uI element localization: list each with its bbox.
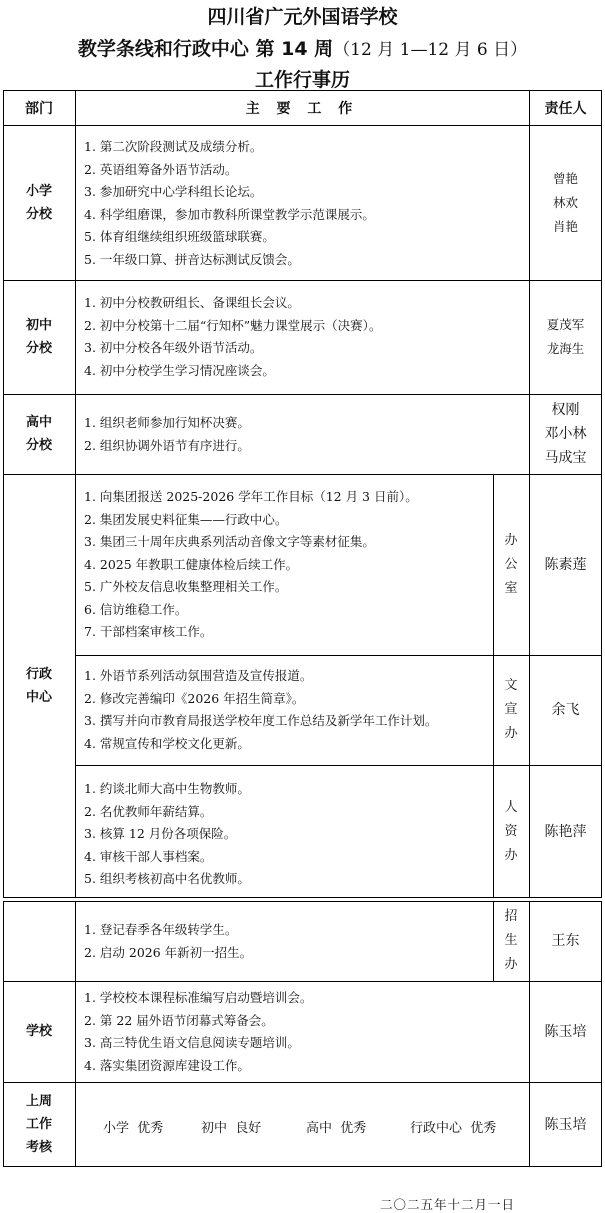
resp-hr: 陈艳萍 [544, 823, 587, 840]
list-item: 2. 集团发展史料征集——行政中心。 [84, 511, 288, 527]
dept-senior: 高中 分校 [25, 415, 52, 453]
list-item: 6. 信访维稳工作。 [84, 601, 188, 617]
primary-items [84, 136, 375, 271]
hr-items [84, 778, 250, 891]
list-item: 4. 2025 年教职工健康体检后续工作。 [84, 556, 299, 572]
list-item: 1. 组织老师参加行知杯决赛。 [84, 415, 250, 430]
list-item: 1. 约谈北师大高中生物教师。 [84, 781, 250, 796]
office-name: 办 公 室 [504, 532, 518, 596]
list-item: 7. 干部档案审核工作。 [84, 624, 213, 639]
review-primary: 小学 优秀 [103, 1121, 164, 1136]
list-item: 1. 第二次阶段测试及成绩分析。 [84, 139, 263, 154]
list-item: 5. 组织考核初高中名优教师。 [84, 871, 250, 886]
header-work: 主 要 工 作 [245, 100, 359, 117]
list-item: 2. 初中分校第十二届“行知杯”魅力课堂展示（决赛）。 [84, 317, 382, 333]
list-item: 3. 高三特优生语文信息阅读专题培训。 [84, 1035, 300, 1050]
dept-review: 上周 工作 考核 [25, 1094, 52, 1155]
review-senior: 高中 优秀 [306, 1121, 367, 1136]
resp-primary: 曾艳 林欢 肖艳 [552, 170, 578, 234]
hr-name: 人 资 办 [504, 799, 518, 863]
header-dept: 部门 [25, 100, 53, 117]
document-title: 四川省广元外国语学校 [207, 6, 398, 28]
list-item: 4. 常规宣传和学校文化更新。 [84, 735, 250, 751]
publicity-items [84, 665, 437, 755]
list-item: 2. 名优教师年薪结算。 [84, 803, 213, 819]
resp-office: 陈素莲 [544, 556, 587, 573]
junior-items [84, 292, 381, 382]
list-item: 2. 组织协调外语节有序进行。 [84, 437, 250, 453]
list-item: 2. 启动 2026 年新初一招生。 [84, 944, 253, 960]
document-subtitle [0, 34, 605, 61]
list-item: 2. 修改完善编印《2026 年招生简章》。 [84, 690, 305, 706]
list-item: 3. 集团三十周年庆典系列活动音像文字等素材征集。 [84, 534, 375, 549]
publicity-name: 文 宣 办 [504, 678, 518, 741]
list-item: 2. 第 22 届外语节闭幕式筹备会。 [84, 1012, 274, 1028]
dept-admin: 行政 中心 [25, 667, 52, 705]
list-item: 4. 审核干部人事档案。 [84, 848, 213, 864]
list-item: 1. 登记春季各年级转学生。 [84, 922, 238, 937]
list-item: 1. 初中分校教研组长、备课组长会议。 [84, 295, 300, 310]
resp-junior: 夏茂军 龙海生 [546, 317, 585, 356]
subtitle-dates: （12 月 1—12 月 6 日） [333, 40, 528, 60]
resp-senior: 权刚 邓小林 马成宝 [544, 402, 587, 466]
office-items [84, 486, 418, 644]
list-item: 4. 初中分校学生学习情况座谈会。 [84, 362, 275, 378]
enrollment-name: 招 生 办 [504, 909, 518, 972]
list-item: 5. 广外校友信息收集整理相关工作。 [84, 579, 288, 594]
list-item: 3. 核算 12 月份各项保险。 [84, 826, 237, 841]
list-item: 3. 初中分校各年级外语节活动。 [84, 340, 263, 355]
resp-enrollment: 王东 [551, 933, 580, 949]
dept-junior: 初中 分校 [25, 318, 52, 356]
subtitle-main: 教学条线和行政中心 第 14 周 [77, 38, 334, 60]
list-item: 5. 体育组继续组织班级篮球联赛。 [84, 229, 275, 244]
list-item: 1. 向集团报送 2025-2026 学年工作目标（12 月 3 日前）。 [84, 489, 418, 504]
list-item: 4. 科学组磨课，参加市教科所课堂教学示范课展示。 [84, 206, 375, 222]
resp-review: 陈玉培 [544, 1116, 587, 1133]
header-resp: 责任人 [544, 100, 587, 117]
document-date: 二〇二五年十二月一日 [380, 1197, 516, 1212]
list-item: 1. 学校校本课程标准编写启动暨培训会。 [84, 990, 313, 1005]
list-item: 3. 撰写并向市教育局报送学校年度工作总结及新学年工作计划。 [84, 713, 438, 728]
school-items [84, 987, 312, 1077]
list-item: 4. 落实集团资源库建设工作。 [84, 1057, 250, 1073]
document-heading: 工作行事历 [254, 69, 350, 91]
review-admin: 行政中心 优秀 [410, 1121, 497, 1136]
list-item: 5. 一年级口算、拼音达标测试反馈会。 [84, 251, 300, 267]
list-item: 1. 外语节系列活动氛围营造及宣传报道。 [84, 668, 313, 683]
senior-items [84, 412, 250, 457]
enrollment-items [84, 919, 252, 964]
dept-school: 学校 [25, 1024, 52, 1039]
review-junior: 初中 良好 [201, 1121, 262, 1136]
dept-primary: 小学 分校 [25, 183, 52, 222]
resp-publicity: 余飞 [551, 702, 580, 718]
list-item: 3. 参加研究中心学科组长论坛。 [84, 184, 263, 199]
resp-school: 陈玉培 [544, 1023, 587, 1040]
list-item: 2. 英语组筹备外语节活动。 [84, 161, 238, 177]
